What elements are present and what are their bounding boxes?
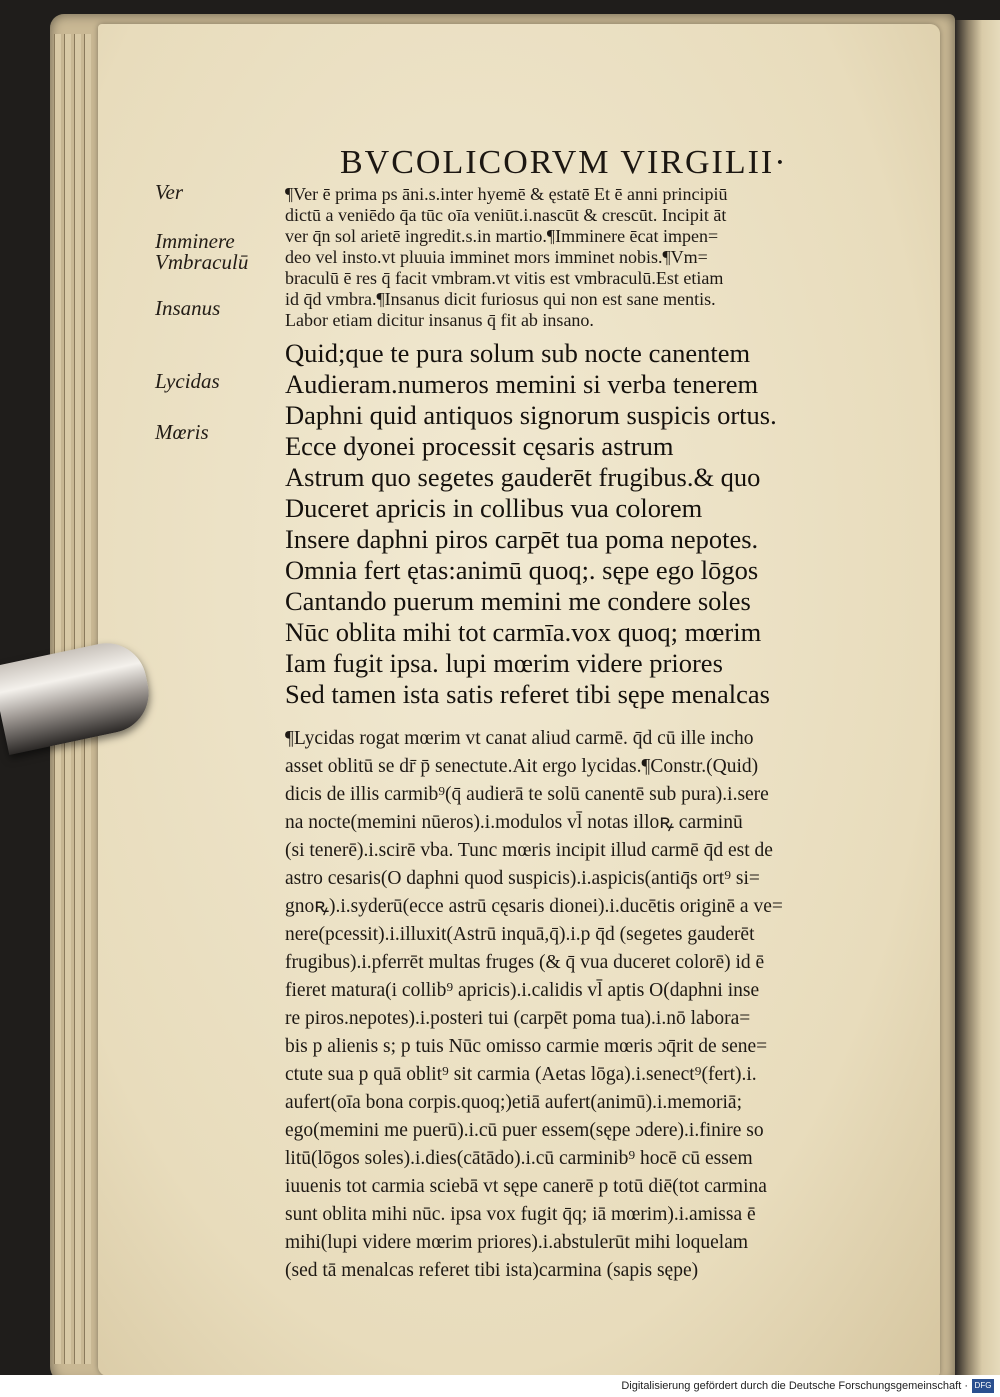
gloss-line: na nocte(memini nūeros).i.modulos vl̄ notas illoꝶ carminū: [285, 812, 743, 833]
verse-line: Quid;que te pura solum sub nocte canentem: [285, 338, 751, 368]
digitization-footer: [0, 1375, 1000, 1397]
gloss-line: aufert(oīa bona corpis.quoq;)etiā aufert(animū).i.memoriā;: [285, 1092, 742, 1113]
dfg-logo: DFG: [972, 1379, 994, 1393]
page-title: BVCOLICORVM VIRGILII·: [340, 144, 788, 181]
margin-note-insanus: Insanus: [155, 296, 221, 320]
margin-note-ver: Ver: [155, 180, 183, 204]
commentary-line: ver q̄n sol arietē ingredit.s.in martio.¶Imminere ēcat impen=: [285, 226, 719, 246]
commentary-line: deo vel insto.vt pluuia imminet mors imminet nobis.¶Vm=: [285, 247, 708, 267]
margin-note-lycidas: Lycidas: [155, 369, 220, 393]
margin-note-imminere: Imminere: [155, 229, 235, 253]
gloss-line: sunt oblita mihi nūc. ipsa vox fugit q̄q; iā mœrim).i.amissa ē: [285, 1204, 756, 1225]
gloss-line: re piros.nepotes).i.posteri tui (carpēt poma tua).i.nō labora=: [285, 1008, 751, 1029]
book-gutter: [955, 20, 1000, 1380]
commentary-line: Labor etiam dicitur insanus q̄ fit ab insano.: [285, 310, 594, 330]
gloss-line: astro cesaris(O daphni quod suspicis).i.aspicis(antiq̄s ort⁹ si=: [285, 868, 760, 889]
verse-line: Duceret apricis in collibus vua colorem: [285, 493, 703, 523]
gloss-line: iuuenis tot carmia sciebā vt sępe canerē p totū diē(tot carmina: [285, 1176, 767, 1197]
verse-line: Astrum quo segetes gauderēt frugibus.& quo: [285, 462, 761, 492]
verse-line: Daphni quid antiquos signorum suspicis ortus.: [285, 400, 777, 430]
gloss-line: frugibus).i.pferrēt multas fruges (& q̄ vua duceret colorē) id ē: [285, 952, 765, 973]
gloss-line: fieret matura(i collib⁹ apricis).i.calidis vl̄ aptis O(daphni inse: [285, 980, 760, 1001]
verse-line: Omnia fert ętas:animū quoq;. sępe ego lōgos: [285, 555, 759, 585]
gloss-line: ¶Lycidas rogat mœrim vt canat aliud carmē. q̄d cū ille incho: [285, 728, 754, 749]
gloss-line: ego(memini me puerū).i.cū puer essem(sępe ɔdere).i.finire so: [285, 1120, 764, 1141]
commentary-line: dictū a veniēdo q̄a tūc oīa veniūt.i.nascūt & crescūt. Incipit āt: [285, 205, 727, 225]
verse-line: Audieram.numeros memini si verba tenerem: [285, 369, 759, 399]
verse-line: Iam fugit ipsa. lupi mœrim videre priores: [285, 648, 723, 678]
verse-line: Cantando puerum memini me condere soles: [285, 586, 751, 616]
gloss-line: ctute sua p quā oblit⁹ sit carmia (Aetas lōga).i.senect⁹(fert).i.: [285, 1064, 757, 1085]
gloss-line: dicis de illis carmib⁹(q̄ audierā te solū canentē sub pura).i.sere: [285, 784, 769, 805]
gloss-line: (si tenerē).i.scirē vba. Tunc mœris incipit illud carmē q̄d est de: [285, 840, 773, 861]
margin-note-moeris: Mœris: [155, 420, 209, 444]
gloss-line: bis p alienis s; p tuis Nūc omisso carmie mœris ɔq̄rit de sene=: [285, 1036, 768, 1057]
margin-note-vmbraculum: Vmbraculū: [155, 250, 249, 274]
verse-line: Insere daphni piros carpēt tua poma nepotes.: [285, 524, 759, 554]
verse-line: Nūc oblita mihi tot carmīa.vox quoq; mœrim: [285, 617, 762, 647]
gloss-line: gnoꝶ).i.syderū(ecce astrū cęsaris dionei).i.ducētis originē a ve=: [285, 896, 783, 917]
gloss-line: mihi(lupi videre mœrim priores).i.abstulerūt mihi loquelam: [285, 1232, 749, 1253]
gloss-line: litū(lōgos soles).i.dies(cātādo).i.cū carminib⁹ hocē cū essem: [285, 1148, 753, 1169]
commentary-line: braculū ē res q̄ facit vmbram.vt vitis est vmbraculū.Est etiam: [285, 268, 724, 288]
commentary-line: id q̄d vmbra.¶Insanus dicit furiosus qui non est sane mentis.: [285, 289, 716, 309]
gloss-line: asset oblitū se dr̄ p̄ senectute.Ait ergo lycidas.¶Constr.(Quid): [285, 756, 759, 777]
footer-credit: Digitalisierung gefördert durch die Deutsche Forschungsgemeinschaft ·: [621, 1380, 968, 1392]
verse-line: Ecce dyonei processit cęsaris astrum: [285, 431, 674, 461]
commentary-line: ¶Ver ē prima ps āni.s.inter hyemē & ęstatē Et ē anni principiū: [285, 184, 728, 204]
verse-line: Sed tamen ista satis referet tibi sępe menalcas: [285, 679, 770, 709]
gloss-line: nere(pcessit).i.illuxit(Astrū inquā,q̄).i.p q̄d (segetes gauderēt: [285, 924, 755, 945]
gloss-line: (sed tā menalcas referet tibi ista)carmina (sapis sępe): [285, 1260, 699, 1281]
